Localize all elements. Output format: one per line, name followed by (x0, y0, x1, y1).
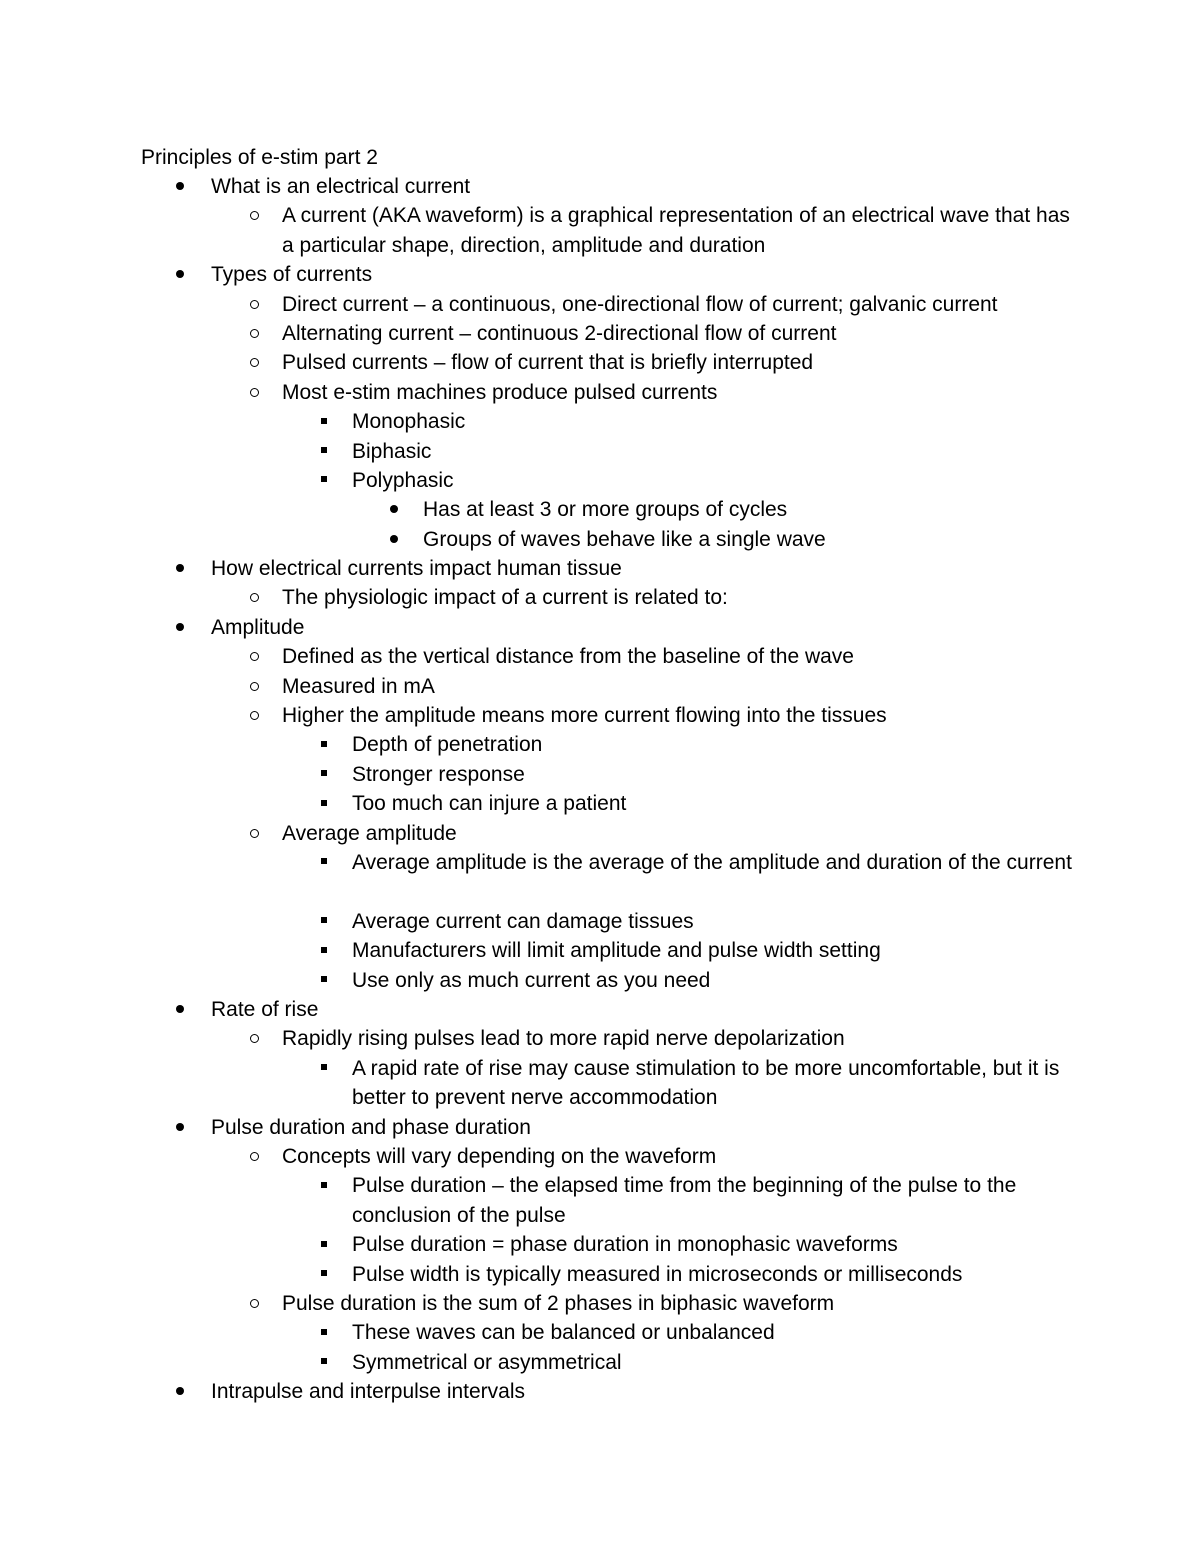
document-title: Principles of e-stim part 2 (141, 146, 378, 169)
list-item-text: Monophasic (352, 410, 466, 434)
bullet-circle-icon (244, 319, 264, 348)
list-item-text: How electrical currents impact human tissue (211, 557, 622, 581)
list-item-text: Average amplitude is the average of the amplitude and duration of the current (352, 851, 1072, 874)
list-item-level-3 (0, 407, 1200, 436)
list-item-text: Manufacturers will limit amplitude and pulse width setting (352, 939, 881, 963)
bullet-circle-icon (244, 701, 264, 730)
bullet-square-icon (314, 789, 334, 818)
list-item-text: Pulse duration – the elapsed time from the beginning of the pulse to the conclusion of the pulse (352, 1174, 1017, 1227)
list-item-level-4 (0, 525, 1200, 554)
list-item-level-2 (0, 672, 1200, 701)
list-item-text: Concepts will vary depending on the waveform (282, 1144, 717, 1168)
bullet-square-icon (314, 407, 334, 436)
list-item-text: Measured in mA (282, 674, 435, 698)
list-item-text: Depth of penetration (352, 733, 543, 757)
list-item-level-3 (0, 1348, 1200, 1377)
list-item-text: Intrapulse and interpulse intervals (211, 1380, 526, 1404)
list-item-level-2 (0, 701, 1200, 730)
bullet-square-icon (314, 966, 334, 995)
list-item-level-3 (0, 1230, 1200, 1259)
list-item-level-3 (0, 1171, 1200, 1230)
list-item-level-3 (0, 1054, 1200, 1113)
bullet-square-icon (314, 1171, 334, 1200)
list-item-level-2 (0, 1024, 1200, 1053)
list-item-level-4 (0, 495, 1200, 524)
bullet-circle-icon (244, 1024, 264, 1053)
list-item-level-2 (0, 642, 1200, 671)
list-item-text: Average current can damage tissues (352, 909, 694, 933)
list-item-text: These waves can be balanced or unbalanced (352, 1321, 775, 1345)
list-item-text: What is an electrical current (211, 175, 471, 198)
list-item-level-2 (0, 1289, 1200, 1318)
list-item-text: Defined as the vertical distance from the baseline of the wave (282, 645, 854, 669)
list-item-text: Biphasic (352, 439, 432, 463)
list-item-text: Direct current – a continuous, one-directional flow of current; galvanic current (282, 292, 998, 316)
list-item-level-1 (0, 260, 1200, 289)
list-item-text: The physiologic impact of a current is related to: (282, 586, 728, 610)
bullet-square-icon (314, 936, 334, 965)
bullet-circle-icon (244, 672, 264, 701)
list-item-text: Too much can injure a patient (352, 792, 627, 816)
list-item-text: Rapidly rising pulses lead to more rapid nerve depolarization (282, 1027, 845, 1051)
bullet-dot-icon (170, 260, 190, 289)
bullet-dot-icon (170, 554, 190, 583)
list-item-level-2 (0, 819, 1200, 848)
list-item-level-2 (0, 378, 1200, 407)
list-item-level-1 (0, 554, 1200, 583)
bullet-dot-icon (384, 495, 404, 524)
list-item-level-3 (0, 789, 1200, 818)
list-item-level-3 (0, 760, 1200, 789)
bullet-circle-icon (244, 1289, 264, 1318)
list-item-level-3 (0, 437, 1200, 466)
list-item-level-2 (0, 201, 1200, 260)
list-item-text: Alternating current – continuous 2-directional flow of current (282, 321, 837, 345)
bullet-dot-icon (170, 172, 190, 201)
list-item-level-2 (0, 290, 1200, 319)
list-item-text: Pulsed currents – flow of current that is briefly interrupted (282, 351, 814, 375)
list-item-level-2 (0, 319, 1200, 348)
outline-list (0, 172, 1200, 1406)
list-item-level-1 (0, 172, 1200, 201)
bullet-circle-icon (244, 642, 264, 671)
list-item-text: Pulse duration and phase duration (211, 1115, 531, 1139)
bullet-circle-icon (244, 201, 264, 230)
list-item-text: Polyphasic (352, 468, 454, 492)
list-item-text: Groups of waves behave like a single wave (423, 527, 826, 551)
bullet-square-icon (314, 760, 334, 789)
list-item-text: A current (AKA waveform) is a graphical representation of an electrical wave that has a particular shape, direction, amplitude and duration (282, 204, 1070, 257)
list-item-level-1 (0, 1377, 1200, 1406)
list-item-text: Symmetrical or asymmetrical (352, 1350, 622, 1374)
list-item-text: Most e-stim machines produce pulsed currents (282, 380, 718, 404)
list-item-level-3 (0, 730, 1200, 759)
list-item-level-3 (0, 466, 1200, 495)
bullet-square-icon (314, 1348, 334, 1377)
bullet-dot-icon (170, 995, 190, 1024)
list-item-text: Stronger response (352, 762, 525, 786)
bullet-square-icon (314, 907, 334, 936)
list-item-level-2 (0, 1142, 1200, 1171)
bullet-square-icon (314, 1230, 334, 1259)
list-item-text: Pulse duration is the sum of 2 phases in biphasic waveform (282, 1291, 835, 1315)
bullet-circle-icon (244, 583, 264, 612)
bullet-dot-icon (170, 1377, 190, 1406)
bullet-dot-icon (170, 1113, 190, 1142)
bullet-circle-icon (244, 290, 264, 319)
bullet-square-icon (314, 1318, 334, 1347)
list-item-text: Use only as much current as you need (352, 968, 711, 992)
bullet-circle-icon (244, 348, 264, 377)
bullet-square-icon (314, 1054, 334, 1083)
list-item-level-2 (0, 348, 1200, 377)
bullet-circle-icon (244, 1142, 264, 1171)
list-item-level-3 (0, 907, 1200, 936)
list-item-text: A rapid rate of rise may cause stimulation to be more uncomfortable, but it is better to prevent nerve accommodation (352, 1056, 1060, 1110)
bullet-square-icon (314, 466, 334, 495)
bullet-square-icon (314, 437, 334, 466)
list-item-text: Higher the amplitude means more current flowing into the tissues (282, 704, 887, 728)
list-item-level-3 (0, 848, 1200, 907)
list-item-level-2 (0, 583, 1200, 612)
bullet-square-icon (314, 848, 334, 877)
list-item-text: Pulse width is typically measured in microseconds or milliseconds (352, 1262, 963, 1286)
list-item-level-3 (0, 1260, 1200, 1289)
list-item-level-3 (0, 936, 1200, 965)
bullet-circle-icon (244, 378, 264, 407)
list-item-text: Pulse duration = phase duration in monophasic waveforms (352, 1233, 898, 1257)
bullet-dot-icon (384, 525, 404, 554)
list-item-level-1 (0, 613, 1200, 642)
list-item-level-3 (0, 1318, 1200, 1347)
list-item-text: Amplitude (211, 615, 305, 639)
bullet-square-icon (314, 1260, 334, 1289)
bullet-circle-icon (244, 819, 264, 848)
list-item-level-1 (0, 995, 1200, 1024)
list-item-text: Average amplitude (282, 821, 457, 845)
list-item-text: Has at least 3 or more groups of cycles (423, 498, 788, 522)
bullet-dot-icon (170, 613, 190, 642)
list-item-text: Types of currents (211, 263, 373, 287)
bullet-square-icon (314, 730, 334, 759)
list-item-level-1 (0, 1113, 1200, 1142)
list-item-text: Rate of rise (211, 997, 319, 1021)
list-item-level-3 (0, 966, 1200, 995)
